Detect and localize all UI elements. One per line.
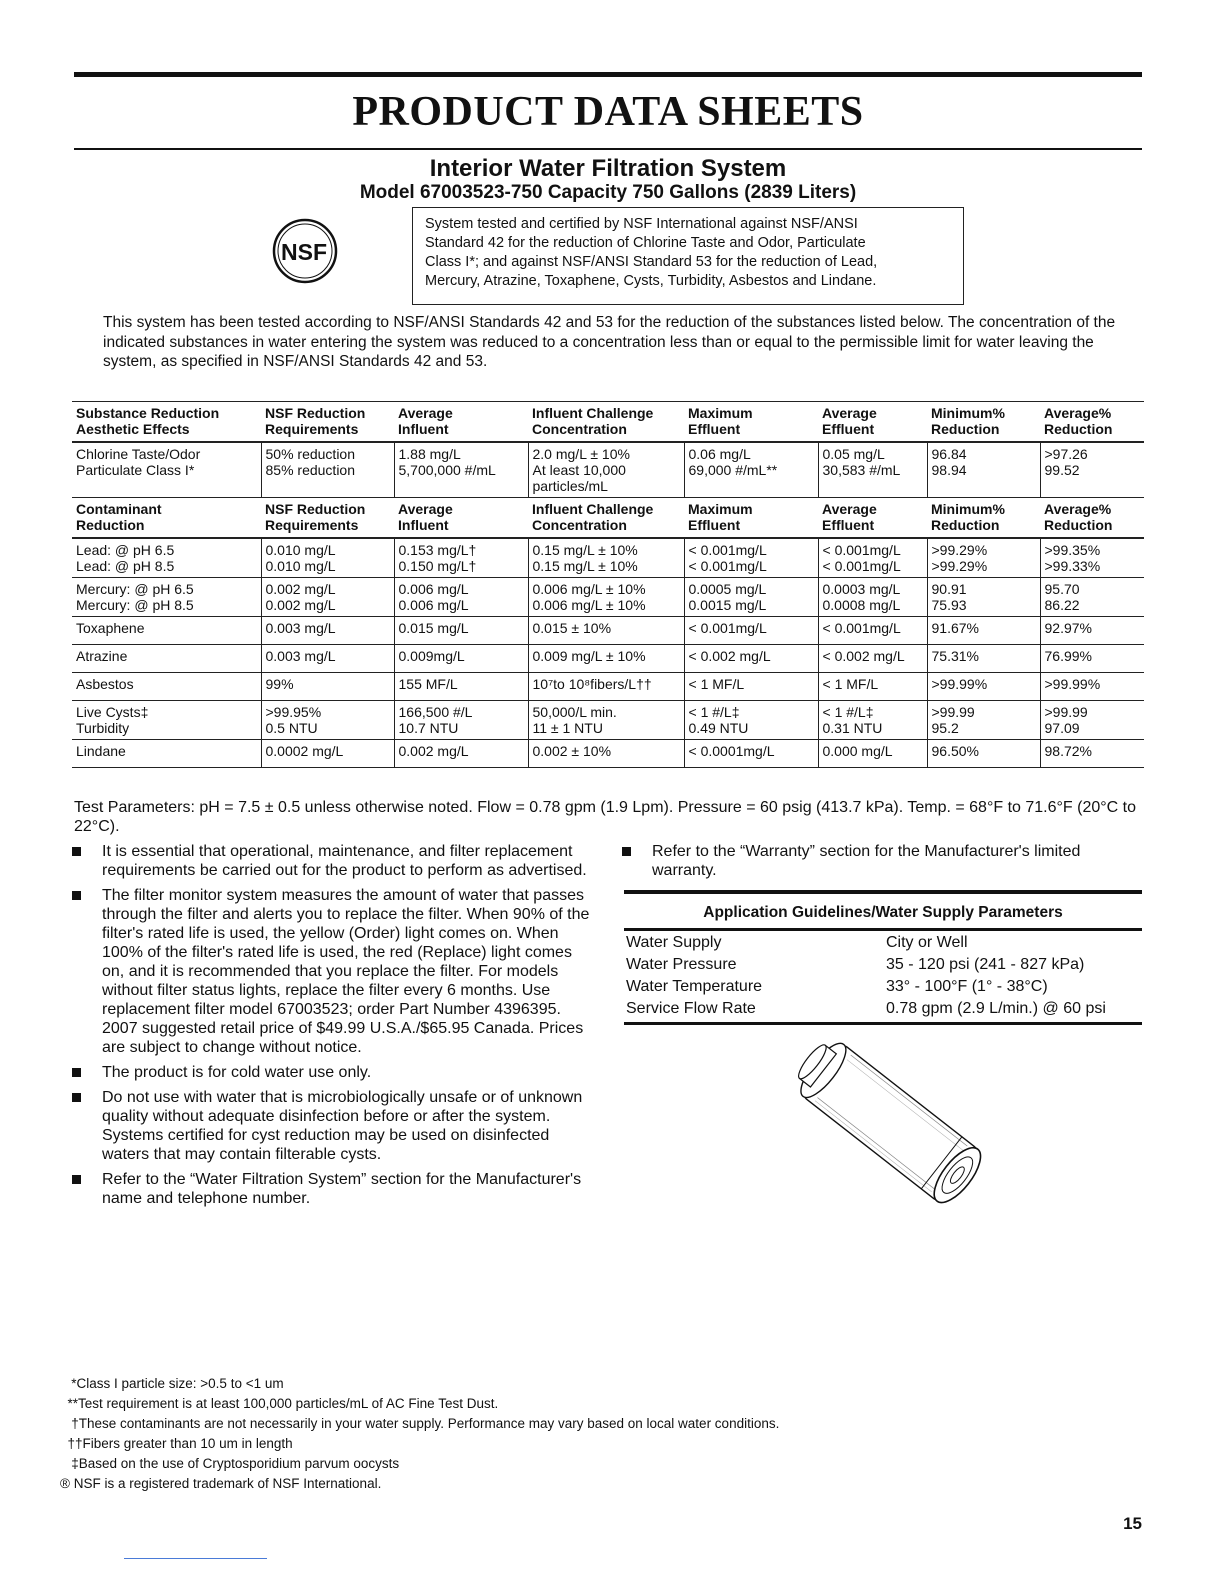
filter-cartridge-image	[766, 1022, 1016, 1222]
bullet-text: Do not use with water that is microbiologically unsafe or of unknown quality without adequate disinfection before or after the system. Systems certified for cyst reduction may be used on disinfected waters that may contain filterable cysts.	[102, 1089, 583, 1163]
application-row	[624, 976, 1142, 998]
table-header-cell: Substance Reduction Aesthetic Effects	[76, 405, 220, 437]
cert-line: System tested and certified by NSF International against NSF/ANSI	[425, 216, 858, 232]
parameter-value: 35 - 120 psi (241 - 827 kPa)	[886, 956, 1085, 973]
table-cell: < 0.002 mg/L	[684, 645, 818, 673]
page-number: 15	[1123, 1514, 1142, 1533]
table-cell: 98.72%	[1040, 740, 1144, 768]
table-cell: 2.0 mg/L ± 10% At least 10,000 particles/mL	[528, 442, 684, 498]
table-header-row	[72, 402, 1144, 443]
table-cell: 0.153 mg/L† 0.150 mg/L†	[394, 538, 528, 578]
bullet-text: The filter monitor system measures the amount of water that passes through the filter and alerts you to replace the filter. When 90% of the filter's rated life is used, the yellow (Order) light comes on. When 100% of the filter's rated life is used, the red (Replace) light comes on, and it is recommended that you replace the filter. For models without filter status lights, replace the filter every 6 months. Use replacement filter model 67003523; order Part Number 4396395. 2007 suggested retail price of $49.99 U.S.A./$65.95 Canada. Prices are subject to change without notice.	[102, 887, 590, 1056]
application-table	[624, 932, 1142, 1020]
title-rule	[74, 148, 1142, 150]
table-header-cell: NSF Reduction Requirements	[265, 501, 366, 533]
table-cell: 50,000/L min. 11 ± 1 NTU	[528, 701, 684, 740]
table-cell: Atrazine	[72, 645, 261, 673]
footnote: *Class I particle size: >0.5 to <1 um	[60, 1376, 284, 1391]
table-cell: 0.010 mg/L 0.010 mg/L	[261, 538, 394, 578]
table-cell: 0.0002 mg/L	[261, 740, 394, 768]
footnote: **Test requirement is at least 100,000 particles/mL of AC Fine Test Dust.	[60, 1396, 499, 1411]
table-row	[72, 578, 1144, 617]
table-header-cell: Influent Challenge Concentration	[532, 405, 654, 437]
table-cell: 50% reduction 85% reduction	[261, 442, 394, 498]
table-row	[72, 740, 1144, 768]
table-cell: < 0.001mg/L	[684, 617, 818, 645]
application-title: Application Guidelines/Water Supply Parameters	[703, 904, 1063, 921]
table-header-cell: Maximum Effluent	[688, 501, 753, 533]
table-cell: >99.35% >99.33%	[1040, 538, 1144, 578]
table-header-row	[72, 498, 1144, 539]
table-row	[72, 701, 1144, 740]
bullet-square-icon	[72, 886, 102, 1057]
table-cell: 0.0003 mg/L 0.0008 mg/L	[818, 578, 927, 617]
bullet-item	[72, 842, 592, 880]
bullet-text: Refer to the “Warranty” section for the Manufacturer's limited warranty.	[652, 843, 1081, 879]
table-cell: Lead: @ pH 6.5 Lead: @ pH 8.5	[72, 538, 261, 578]
table-cell: 0.000 mg/L	[818, 740, 927, 768]
app-rule-top	[624, 890, 1142, 894]
table-cell: >99.99%	[927, 673, 1040, 701]
cert-line: Standard 42 for the reduction of Chlorine Taste and Odor, Particulate	[425, 235, 866, 251]
table-cell: 0.15 mg/L ± 10% 0.15 mg/L ± 10%	[528, 538, 684, 578]
bullet-text: It is essential that operational, maintenance, and filter replacement requirements be carried out for the product to perform as advertised.	[102, 843, 587, 879]
table-cell: 0.06 mg/L 69,000 #/mL**	[684, 442, 818, 498]
footnotes	[60, 1374, 1060, 1494]
parameter-name: Service Flow Rate	[626, 1000, 756, 1017]
parameter-value: 0.78 gpm (2.9 L/min.) @ 60 psi	[886, 1000, 1106, 1017]
table-cell: Live Cysts‡ Turbidity	[72, 701, 261, 740]
table-cell: 166,500 #/L 10.7 NTU	[394, 701, 528, 740]
table-cell: 99%	[261, 673, 394, 701]
table-cell: >99.99 95.2	[927, 701, 1040, 740]
bullet-item	[72, 1170, 592, 1208]
table-row	[72, 645, 1144, 673]
table-cell: >99.99 97.09	[1040, 701, 1144, 740]
bullet-text: Refer to the “Water Filtration System” section for the Manufacturer's name and telephone number.	[102, 1171, 582, 1207]
page-title: PRODUCT DATA SHEETS	[352, 89, 864, 135]
table-cell: 0.006 mg/L 0.006 mg/L	[394, 578, 528, 617]
test-parameters: Test Parameters: pH = 7.5 ± 0.5 unless otherwise noted. Flow = 0.78 gpm (1.9 Lpm). Pressure = 60 psig (413.7 kPa). Temp. = 68°F to 71.6°F (20°C to 22°C).	[74, 799, 1136, 835]
table-header-cell: Minimum% Reduction	[931, 501, 1005, 533]
table-cell: 96.50%	[927, 740, 1040, 768]
table-header-cell: Average Influent	[398, 501, 453, 533]
footnote: ‡Based on the use of Cryptosporidium parvum oocysts	[60, 1456, 400, 1471]
table-header-cell: Average Influent	[398, 405, 453, 437]
application-row	[624, 998, 1142, 1020]
footnote: ® NSF is a registered trademark of NSF International.	[60, 1476, 382, 1491]
table-cell: Asbestos	[72, 673, 261, 701]
nsf-logo-icon	[272, 218, 338, 284]
footnote: ††Fibers greater than 10 um in length	[60, 1436, 293, 1451]
table-cell: < 0.001mg/L < 0.001mg/L	[818, 538, 927, 578]
bullet-text: The product is for cold water use only.	[102, 1064, 372, 1081]
bullet-square-icon	[72, 842, 102, 880]
table-cell: 0.05 mg/L 30,583 #/mL	[818, 442, 927, 498]
footnote: †These contaminants are not necessarily in your water supply. Performance may vary based on local water conditions.	[60, 1416, 780, 1431]
table-cell: < 1 #/L‡ 0.31 NTU	[818, 701, 927, 740]
table-cell: Mercury: @ pH 6.5 Mercury: @ pH 8.5	[72, 578, 261, 617]
table-header-cell: Average Effluent	[822, 405, 877, 437]
application-row	[624, 932, 1142, 954]
app-rule-mid	[624, 928, 1142, 931]
table-header-cell: Maximum Effluent	[688, 405, 753, 437]
table-row	[72, 617, 1144, 645]
table-cell: >97.26 99.52	[1040, 442, 1144, 498]
table-row	[72, 673, 1144, 701]
table-cell: >99.29% >99.29%	[927, 538, 1040, 578]
bullet-list-left	[72, 842, 592, 1214]
table-cell: 92.97%	[1040, 617, 1144, 645]
table-cell: 0.006 mg/L ± 10% 0.006 mg/L ± 10%	[528, 578, 684, 617]
parameter-name: Water Temperature	[626, 978, 763, 995]
parameter-name: Water Pressure	[626, 956, 737, 973]
application-row	[624, 954, 1142, 976]
bullet-item	[72, 1088, 592, 1164]
nsf-logo-text: NSF	[281, 239, 327, 265]
table-header-cell: Average% Reduction	[1044, 405, 1113, 437]
table-header-cell: Contaminant Reduction	[76, 501, 162, 533]
model-title: Model 67003523-750 Capacity 750 Gallons (2839 Liters)	[359, 182, 857, 203]
table-cell: 155 MF/L	[394, 673, 528, 701]
cert-line: Class I*; and against NSF/ANSI Standard 53 for the reduction of Lead,	[425, 254, 878, 270]
bullet-item	[622, 842, 1142, 880]
bullet-square-icon	[72, 1170, 102, 1208]
table-cell: < 0.0001mg/L	[684, 740, 818, 768]
table-cell: Toxaphene	[72, 617, 261, 645]
table-cell: Chlorine Taste/Odor Particulate Class I*	[72, 442, 261, 498]
bullet-item	[72, 1063, 592, 1082]
table-cell: >99.95% 0.5 NTU	[261, 701, 394, 740]
table-cell: 90.91 75.93	[927, 578, 1040, 617]
bullet-square-icon	[72, 1088, 102, 1164]
parameter-value: City or Well	[886, 934, 968, 951]
table-cell: 0.002 ± 10%	[528, 740, 684, 768]
table-cell: < 1 MF/L	[818, 673, 927, 701]
parameter-name: Water Supply	[626, 934, 722, 951]
table-cell: 1.88 mg/L 5,700,000 #/mL	[394, 442, 528, 498]
table-cell: < 0.001mg/L	[818, 617, 927, 645]
cert-line: Mercury, Atrazine, Toxaphene, Cysts, Turbidity, Asbestos and Lindane.	[425, 273, 877, 289]
table-cell: 95.70 86.22	[1040, 578, 1144, 617]
top-rule	[74, 72, 1142, 77]
reduction-table	[72, 401, 1144, 768]
table-cell: < 1 #/L‡ 0.49 NTU	[684, 701, 818, 740]
certification-box	[412, 207, 964, 305]
system-title: Interior Water Filtration System	[429, 155, 787, 182]
intro-paragraph: This system has been tested according to NSF/ANSI Standards 42 and 53 for the reduction of the substances listed below. The concentration of the indicated substances in water entering the system was reduced to a concentration less than or equal to the permissible limit for water leaving the system, as specified in NSF/ANSI Standards 42 and 53.	[103, 314, 1116, 370]
table-header-cell: Minimum% Reduction	[931, 405, 1005, 437]
table-header-cell: Average Effluent	[822, 501, 877, 533]
table-cell: 10⁷to 10⁸fibers/L††	[528, 673, 684, 701]
table-header-cell: NSF Reduction Requirements	[265, 405, 366, 437]
bullet-square-icon	[72, 1063, 102, 1082]
table-cell: 0.0005 mg/L 0.0015 mg/L	[684, 578, 818, 617]
table-cell: Lindane	[72, 740, 261, 768]
table-cell: 0.015 mg/L	[394, 617, 528, 645]
table-cell: 96.84 98.94	[927, 442, 1040, 498]
table-cell: 75.31%	[927, 645, 1040, 673]
table-cell: < 0.002 mg/L	[818, 645, 927, 673]
table-cell: 0.002 mg/L 0.002 mg/L	[261, 578, 394, 617]
table-cell: 76.99%	[1040, 645, 1144, 673]
bullet-list-right	[622, 842, 1142, 886]
table-cell: < 0.001mg/L < 0.001mg/L	[684, 538, 818, 578]
bottom-link-line	[124, 1558, 267, 1559]
table-header-cell: Influent Challenge Concentration	[532, 501, 654, 533]
table-cell: 0.009mg/L	[394, 645, 528, 673]
table-cell: 91.67%	[927, 617, 1040, 645]
table-row	[72, 538, 1144, 578]
table-cell: >99.99%	[1040, 673, 1144, 701]
table-header-cell: Average% Reduction	[1044, 501, 1113, 533]
table-cell: 0.002 mg/L	[394, 740, 528, 768]
bullet-square-icon	[622, 842, 652, 880]
table-cell: 0.003 mg/L	[261, 645, 394, 673]
parameter-value: 33° - 100°F (1° - 38°C)	[886, 978, 1048, 995]
table-row	[72, 442, 1144, 498]
bullet-item	[72, 886, 592, 1057]
table-cell: 0.003 mg/L	[261, 617, 394, 645]
table-cell: 0.009 mg/L ± 10%	[528, 645, 684, 673]
table-cell: < 1 MF/L	[684, 673, 818, 701]
table-cell: 0.015 ± 10%	[528, 617, 684, 645]
